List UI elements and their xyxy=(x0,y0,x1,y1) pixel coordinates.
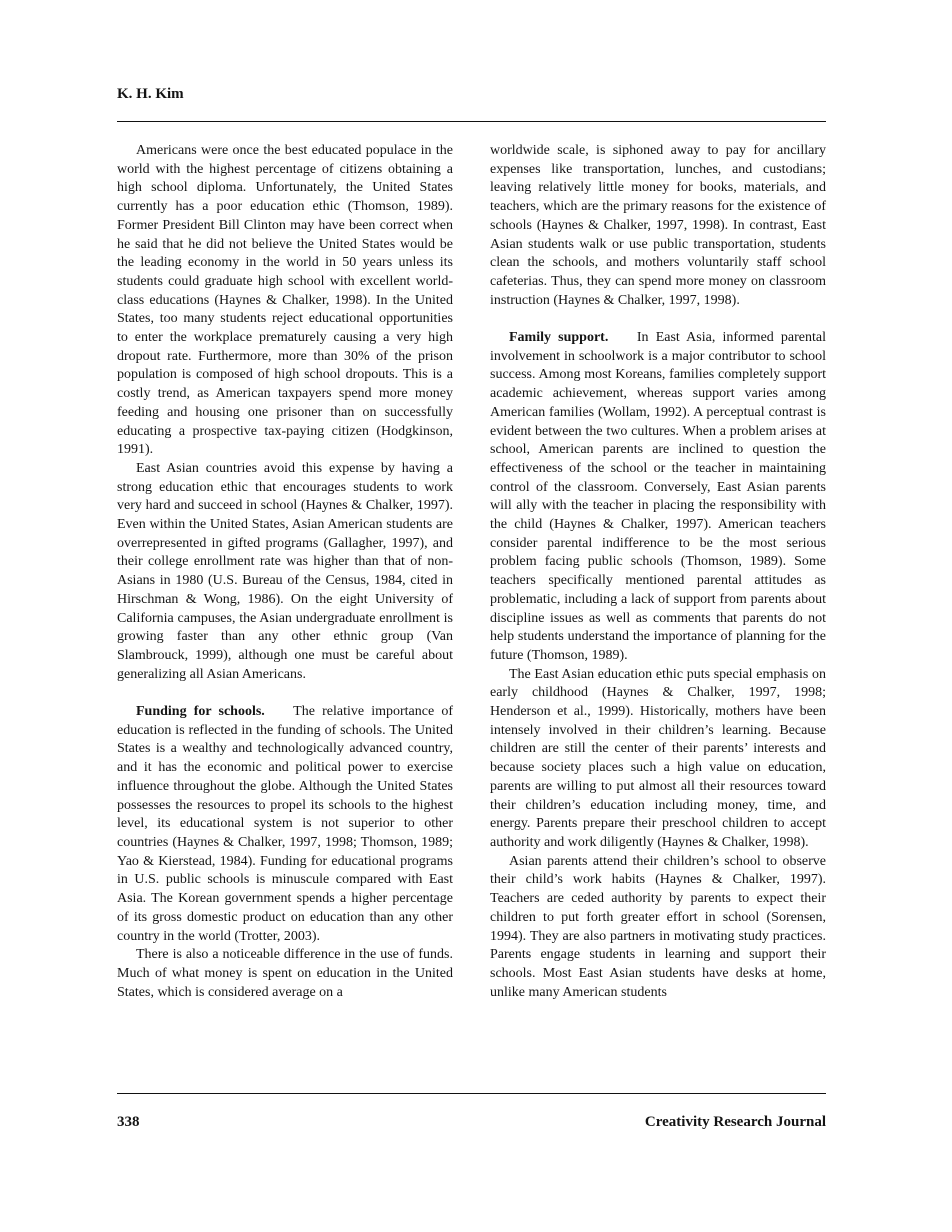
paragraph-family-support xyxy=(490,329,826,666)
paragraph-asian-parents: Asian parents attend their children’s school to observe their child’s work habits (Haynes & Chalker, 1997). Teachers are ceded authority by parents to expect their children to put forth greater effort in school (Sorensen, 1994). They are also partners in motivating study practices. Parents engage students in learning and support their schools. Most East Asian students have desks at home, unlike many American students xyxy=(490,853,826,1000)
funding-text: The relative importance of education is reflected in the funding of schools. The United States is a wealthy and technologically advanced country, and it has the economic and political power to exercise influence throughout the globe. Although the United States possesses the resources to propel its schools to the highest level, its educational system is not superior to other countries (Haynes & Chalker, 1997, 1998; Thomson, 1989; Yao & Kierstead, 1984). Funding for educational programs in U.S. public schools is minuscule compared with East Asia. The Korean government spends a higher percentage of its gross domestic product on education than any other country in the world (Trotter, 2003). xyxy=(117,704,454,944)
page-number: 338 xyxy=(117,1114,140,1130)
family-support-text: In East Asia, informed parental involvement in schoolwork is a major contributor to school success. Among most Koreans, families completely support academic achievement, whereas support varies among American families (Wollam, 1992). A perceptual contrast is evident between the two cultures. When a problem arises at school, American parents are inclined to question the effectiveness of the school or the teacher in maintaining control of the classroom. Conversely, East Asian parents will ally with the teacher in placing the responsibility with the child (Haynes & Chalker, 1997). American teachers consider parental indifference to be the most serious problem facing public schools (Thomson, 1989). Some teachers specifically mentioned parental attitudes as problematic, including a lack of support from parents about discipline issues as well as comments that parents do not help students understand the importance of planning for the future (Thomson, 1989). xyxy=(490,330,827,663)
running-head-author: K. H. Kim xyxy=(117,86,184,102)
heading-funding-for-schools: Funding for schools. xyxy=(136,704,265,720)
paragraph-east-asian-countries: East Asian countries avoid this expense by having a strong education ethic that encourages students to work very hard and succeed in school (Haynes & Chalker, 1997). Even within the United States, Asian American students are overrepresented in gifted programs (Gallagher, 1997), and their college enrollment rate was higher than that of non-Asians in 1980 (U.S. Bureau of the Census, 1984, cited in Hirschman & Wong, 1986). On the eight University of California campuses, the Asian undergraduate enrollment is growing faster than any other ethnic group (Van Slambrouck, 1999), although one must be careful about generalizing all Asian Americans. xyxy=(117,460,453,682)
left-column xyxy=(117,142,453,1002)
paragraph-continued-funds: worldwide scale, is siphoned away to pay for ancillary expenses like transportation, lunches, and custodians; leaving relatively little money for books, materials, and teachers, which are the primary reasons for the existence of schools (Haynes & Chalker, 1997, 1998). In contrast, East Asian students walk or use public transportation, students clean the schools, and mothers voluntarily staff school cafeterias. Thus, they can spend more money on classroom instruction (Haynes & Chalker, 1997, 1998). xyxy=(490,143,826,308)
paragraph-early-childhood: The East Asian education ethic puts special emphasis on early childhood (Haynes & Chalker, 1997, 1998; Henderson et al., 1999). Historically, mothers have been intensely involved in their children’s learning. Because children are still the center of their parents’ interests and because society places such a high value on education, parents are willing to put almost all their resources toward their children’s education including money, time, and energy. Parents prepare their preschool children to accept authority and work diligently (Haynes & Chalker, 1998). xyxy=(490,666,826,850)
header-rule xyxy=(117,121,826,122)
right-column xyxy=(490,142,826,1002)
journal-name: Creativity Research Journal xyxy=(644,1114,826,1130)
paragraph-education-ethic: Americans were once the best educated populace in the world with the highest percentage of citizens obtaining a high school diploma. Unfortunately, the United States currently has a poor education ethic (Thomson, 1989). Former President Bill Clinton may have been correct when he said that he did not believe the United States would be the leading economy in the world in 50 years unless its students could graduate high school with excellent world-class educations (Haynes & Chalker, 1998). In the United States, too many students reject educational opportunities to enter the workplace prematurely causing a very high dropout rate. Furthermore, more than 30% of the prison population is composed of high school dropouts. This is a costly trend, as American taxpayers spend more money feeding and housing one prisoner than on successfully educating a prospective tax-paying citizen (Hodgkinson, 1991). xyxy=(117,143,453,458)
heading-family-support: Family support. xyxy=(509,330,609,346)
footer-rule xyxy=(117,1093,826,1094)
paragraph-funding xyxy=(117,703,453,946)
paragraph-use-of-funds: There is also a noticeable difference in the use of funds. Much of what money is spent on education in the United States, which is considered average on a xyxy=(117,947,453,1000)
